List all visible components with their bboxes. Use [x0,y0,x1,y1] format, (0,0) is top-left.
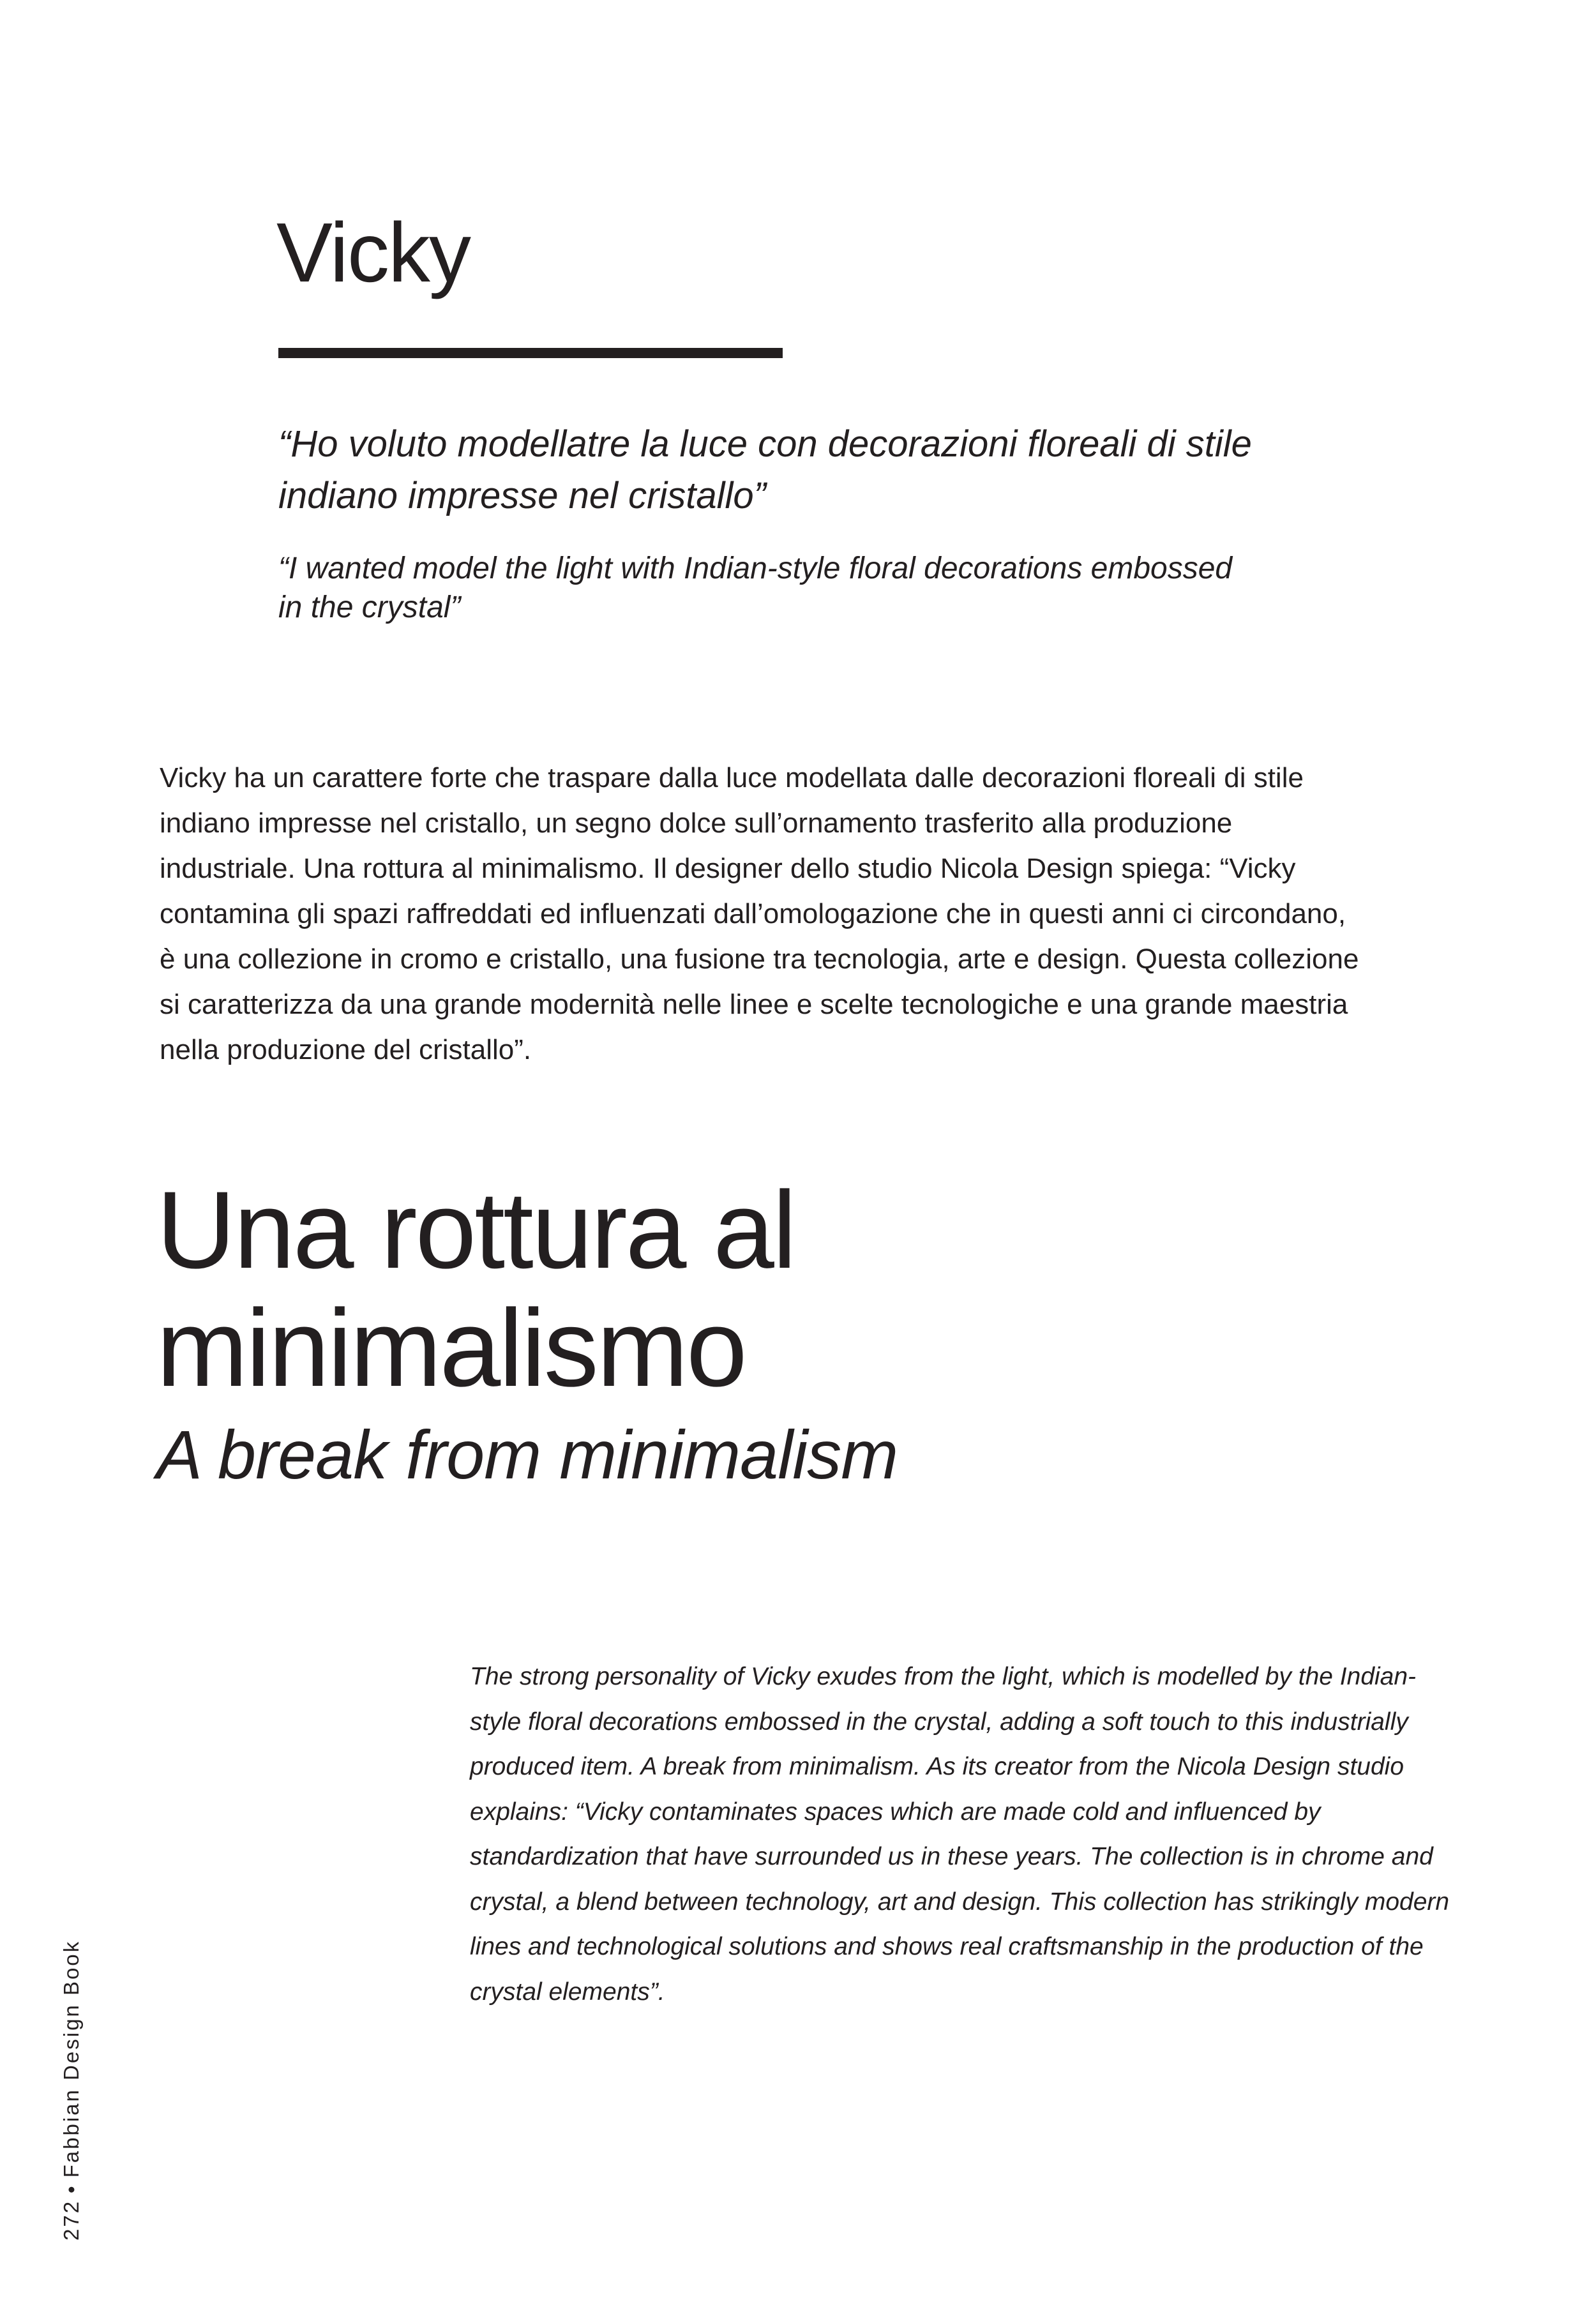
quote-italian: “Ho voluto modellatre la luce con decorazioni floreali di stile indiano impresse nel cristallo” [278,423,1252,516]
page-number: 272 [59,2199,83,2241]
book-title: Fabbian Design Book [59,1939,83,2178]
page-folio [61,1940,82,2241]
body-text-italian: Vicky ha un carattere forte che traspare dalla luce modellata dalle decorazioni floreali di stile indiano impresse nel cristallo, un segno dolce sull’ornamento trasferito alla produzione industriale. Una rottura al minimalismo. Il designer dello studio Nicola Design spiega: “Vicky contamina gli spazi raffreddati ed influenzati dall’omologazione che in questi anni ci circondano, è una collezione in cromo e cristallo, una fusione tra tecnologia, arte e design. Questa collezione si caratterizza da una grande modernità nelle linee e scelte tecnologiche e una grande maestria nella produzione del cristallo”. [160,762,1359,1065]
title-underline [278,348,783,358]
body-text-english: The strong personality of Vicky exudes from the light, which is modelled by the Indian-style floral decorations embossed in the crystal, adding a soft touch to this industrially produced item. A break from minimalism. As its creator from the Nicola Design studio explains: “Vicky contaminates spaces which are made cold and influenced by standardization that have surrounded us in these years. The collection is in chrome and crystal, a blend between technology, art and design. This collection has strikingly modern lines and technological solutions and shows real craftsmanship in the production of the crystal elements”. [470,1663,1450,2006]
folio-separator: • [59,2184,83,2193]
section-heading-italian: Una rottura al minimalismo [156,1169,795,1409]
quote-english: “I wanted model the light with Indian-style floral decorations embossed in the crystal” [278,552,1233,624]
page-title: Vicky [276,206,470,299]
section-heading-english: A break from minimalism [156,1416,898,1493]
